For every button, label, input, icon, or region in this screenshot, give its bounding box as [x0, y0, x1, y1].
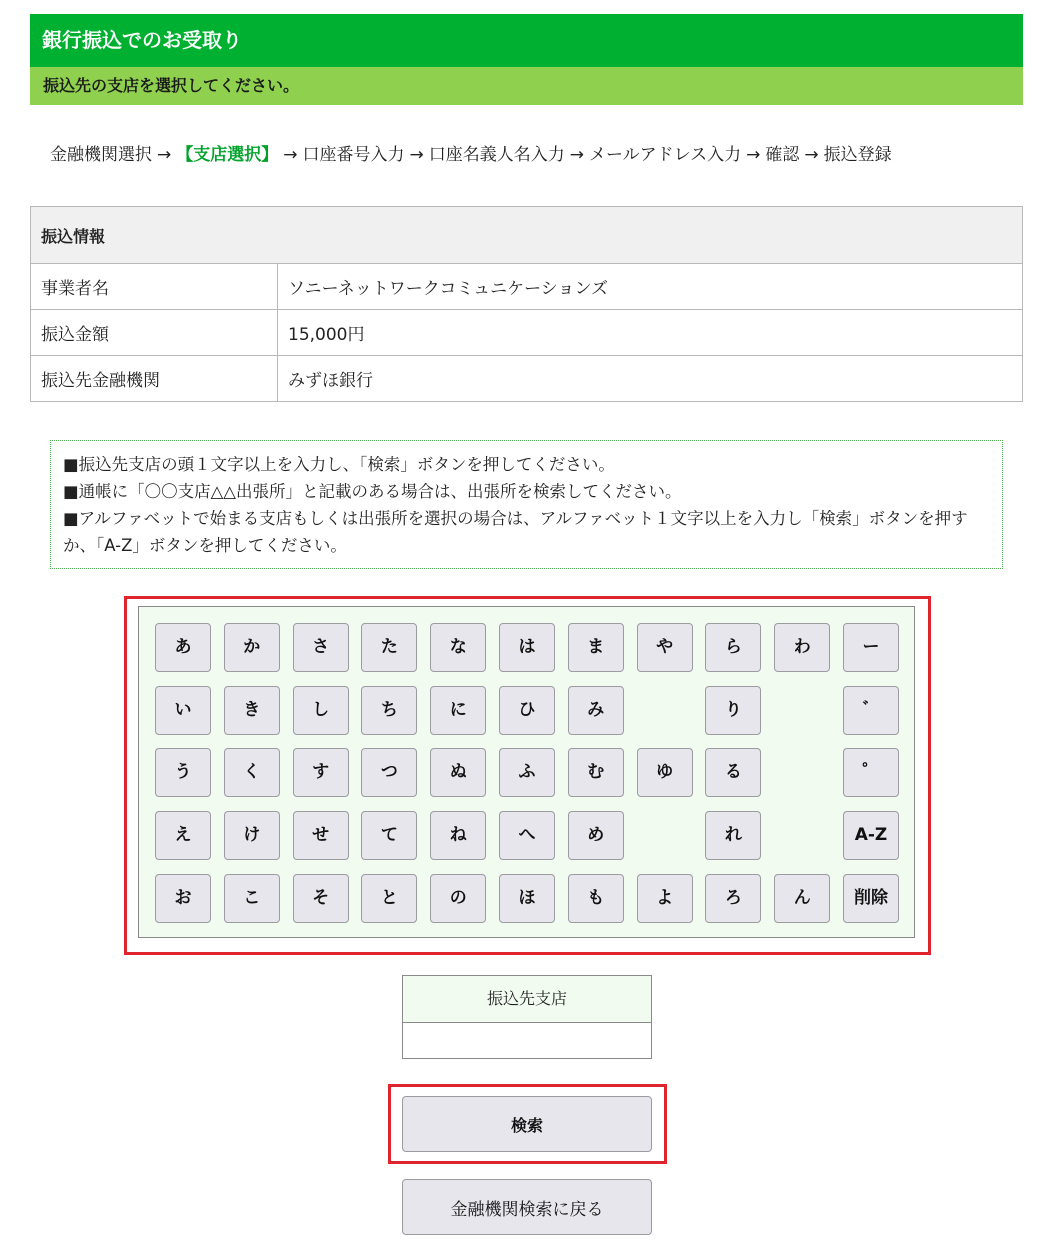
kana-key[interactable]: ひ: [499, 686, 555, 735]
delete-key[interactable]: 削除: [843, 874, 899, 923]
page-title: 銀行振込でのお受取り: [42, 28, 242, 52]
page-subheader: [30, 67, 1023, 105]
kana-key[interactable]: く: [224, 748, 280, 797]
breadcrumb-step-current: 【支店選択】: [176, 145, 279, 165]
alphabet-key[interactable]: A-Z: [843, 811, 899, 860]
kana-key[interactable]: の: [430, 874, 486, 923]
kana-key[interactable]: け: [224, 811, 280, 860]
table-row: [31, 356, 1023, 402]
breadcrumb: [50, 142, 1040, 168]
table-row: [31, 310, 1023, 356]
kana-key[interactable]: き: [224, 686, 280, 735]
long-vowel-key[interactable]: ー: [843, 623, 899, 672]
row-value-bank: みずほ銀行: [278, 356, 1023, 402]
kana-keyboard: [138, 606, 915, 938]
notice-line: ■振込先支店の頭１文字以上を入力し、「検索」ボタンを押してください。: [63, 455, 615, 474]
row-label-bank: 振込先金融機関: [31, 356, 278, 402]
kana-key[interactable]: な: [430, 623, 486, 672]
breadcrumb-arrow: →: [409, 145, 424, 165]
kana-key[interactable]: ら: [705, 623, 761, 672]
breadcrumb-step: 口座番号入力: [302, 145, 405, 165]
kana-key[interactable]: に: [430, 686, 486, 735]
handakuten-key[interactable]: ゜: [843, 748, 899, 797]
kana-key[interactable]: や: [637, 623, 693, 672]
kana-key[interactable]: よ: [637, 874, 693, 923]
breadcrumb-step: メールアドレス入力: [589, 145, 742, 165]
breadcrumb-arrow: →: [283, 145, 298, 165]
row-label-business: 事業者名: [31, 264, 278, 310]
kana-key[interactable]: ん: [774, 874, 830, 923]
back-to-bank-search-button[interactable]: 金融機関検索に戻る: [402, 1179, 652, 1235]
table-header-row: [31, 207, 1023, 264]
transfer-info-table: [30, 206, 1023, 402]
kana-key[interactable]: せ: [293, 811, 349, 860]
instruction-notice: [50, 440, 1003, 569]
breadcrumb-arrow: →: [746, 145, 761, 165]
page-instruction: 振込先の支店を選択してください。: [43, 76, 300, 95]
breadcrumb-arrow: →: [157, 145, 172, 165]
dakuten-key[interactable]: ゛: [843, 686, 899, 735]
kana-key[interactable]: え: [155, 811, 211, 860]
breadcrumb-step: 確認: [765, 145, 800, 165]
notice-line: ■アルファベットで始まる支店もしくは出張所を選択の場合は、アルファベット１文字以上を入力し「検索」ボタンを押すか、「A-Z」ボタンを押してください。: [63, 509, 968, 555]
kana-key[interactable]: ね: [430, 811, 486, 860]
kana-key[interactable]: み: [568, 686, 624, 735]
kana-key[interactable]: む: [568, 748, 624, 797]
notice-line: ■通帳に「〇〇支店△△出張所」と記載のある場合は、出張所を検索してください。: [63, 482, 682, 501]
kana-key[interactable]: ち: [361, 686, 417, 735]
kana-key[interactable]: も: [568, 874, 624, 923]
kana-key[interactable]: ほ: [499, 874, 555, 923]
page-header: [30, 14, 1023, 67]
kana-key[interactable]: ぬ: [430, 748, 486, 797]
kana-key[interactable]: ろ: [705, 874, 761, 923]
row-value-business: ソニーネットワークコミュニケーションズ: [278, 264, 1023, 310]
kana-key[interactable]: り: [705, 686, 761, 735]
breadcrumb-step: 振込登録: [823, 145, 892, 165]
kana-key[interactable]: わ: [774, 623, 830, 672]
table-row: [31, 264, 1023, 310]
kana-key[interactable]: れ: [705, 811, 761, 860]
kana-key[interactable]: る: [705, 748, 761, 797]
kana-key[interactable]: さ: [293, 623, 349, 672]
table-heading: 振込情報: [31, 207, 1023, 264]
kana-key[interactable]: し: [293, 686, 349, 735]
breadcrumb-arrow: →: [804, 145, 819, 165]
kana-key[interactable]: あ: [155, 623, 211, 672]
breadcrumb-step: 口座名義人名入力: [428, 145, 565, 165]
kana-key[interactable]: い: [155, 686, 211, 735]
kana-key[interactable]: と: [361, 874, 417, 923]
kana-key[interactable]: め: [568, 811, 624, 860]
kana-key[interactable]: う: [155, 748, 211, 797]
kana-key[interactable]: は: [499, 623, 555, 672]
search-button[interactable]: 検索: [402, 1096, 652, 1152]
kana-key[interactable]: す: [293, 748, 349, 797]
kana-key[interactable]: ま: [568, 623, 624, 672]
kana-key[interactable]: た: [361, 623, 417, 672]
kana-key[interactable]: ふ: [499, 748, 555, 797]
row-value-amount: 15,000円: [278, 310, 1023, 356]
kana-key[interactable]: お: [155, 874, 211, 923]
row-label-amount: 振込金額: [31, 310, 278, 356]
kana-key[interactable]: こ: [224, 874, 280, 923]
kana-key[interactable]: へ: [499, 811, 555, 860]
kana-key[interactable]: そ: [293, 874, 349, 923]
breadcrumb-step: 金融機関選択: [50, 145, 152, 165]
destination-branch-box: [402, 975, 652, 1059]
kana-key[interactable]: て: [361, 811, 417, 860]
kana-key[interactable]: つ: [361, 748, 417, 797]
kana-key[interactable]: ゆ: [637, 748, 693, 797]
destination-branch-label: 振込先支店: [403, 976, 651, 1023]
breadcrumb-arrow: →: [569, 145, 584, 165]
kana-key[interactable]: か: [224, 623, 280, 672]
destination-branch-input[interactable]: [403, 1023, 651, 1058]
